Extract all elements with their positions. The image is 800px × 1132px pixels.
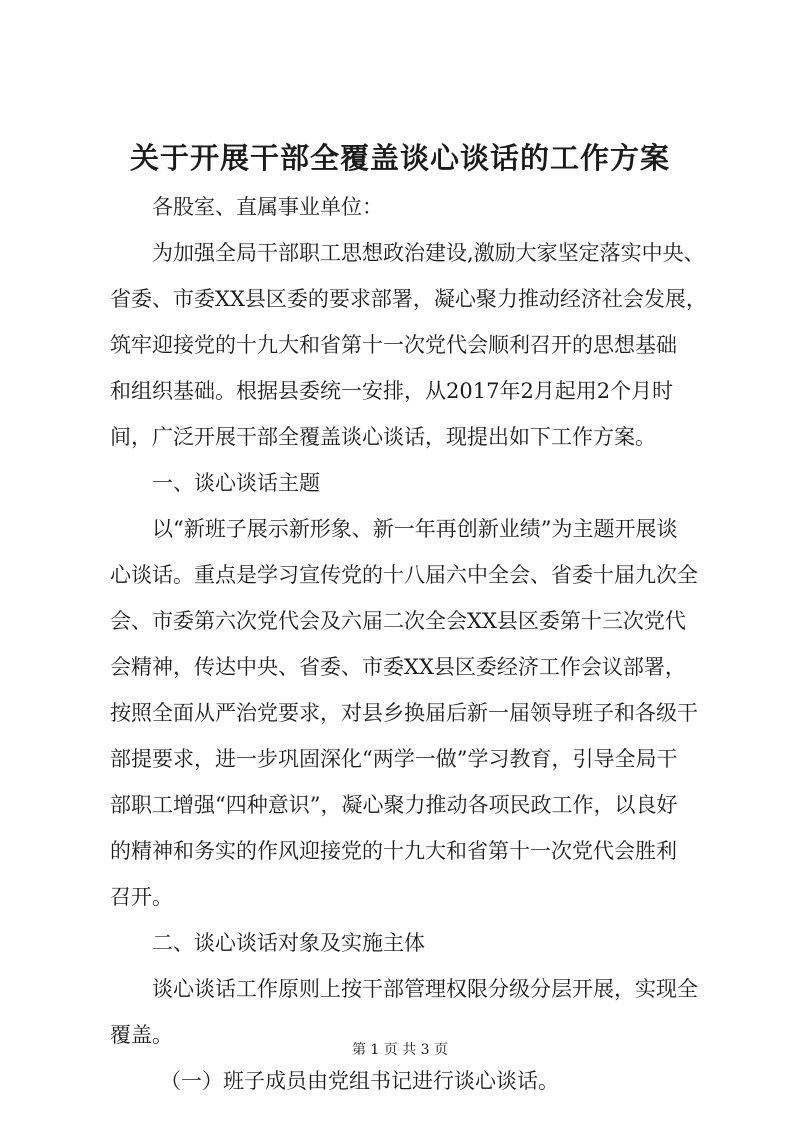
paragraph-line: 按照全面从严治党要求，对县乡换届后新一届领导班子和各级干 — [110, 701, 698, 725]
paragraph-line: 为加强全局干部职工思想政治建设,激励大家坚定落实中央、 — [152, 241, 705, 265]
salutation-line: 各股室、直属事业单位： — [152, 195, 383, 219]
section-heading: 一、谈心谈话主题 — [152, 471, 320, 495]
paragraph-line: 会精神，传达中央、省委、市委XX县区委经济工作会议部署， — [110, 655, 686, 679]
paragraph-line: 心谈话。重点是学习宣传党的十八届六中全会、省委十届九次全 — [110, 563, 698, 587]
paragraph-line: 筑牢迎接党的十九大和省第十一次党代会顺利召开的思想基础 — [110, 333, 677, 357]
paragraph-line: 以“新班子展示新形象、新一年再创新业绩”为主题开展谈 — [152, 517, 678, 541]
paragraph-line: 的精神和务实的作风迎接党的十九大和省第十一次党代会胜利 — [110, 839, 677, 863]
paragraph-line: 部职工增强“四种意识”，凝心聚力推动各项民政工作，以良好 — [110, 793, 678, 817]
paragraph-line: 覆盖。 — [110, 1023, 173, 1047]
subsection-line: （一）班子成员由党组书记进行谈心谈话。 — [160, 1069, 559, 1093]
document-title: 关于开展干部全覆盖谈心谈话的工作方案 — [129, 141, 670, 175]
paragraph-line: 谈心谈话工作原则上按干部管理权限分级分层开展，实现全 — [152, 977, 698, 1001]
section-heading: 二、谈心谈话对象及实施主体 — [152, 931, 425, 955]
paragraph-line: 和组织基础。根据县委统一安排，从2017年2月起用2个月时 — [110, 379, 674, 403]
paragraph-line: 部提要求，进一步巩固深化“两学一做”学习教育，引导全局干 — [110, 747, 678, 771]
document-body — [110, 184, 710, 1104]
paragraph-line: 召开。 — [110, 885, 173, 909]
paragraph-line: 省委、市委XX县区委的要求部署，凝心聚力推动经济社会发展， — [110, 287, 707, 311]
paragraph-line: 间，广泛开展干部全覆盖谈心谈话，现提出如下工作方案。 — [110, 425, 656, 449]
page-footer: 第 1 页 共 3 页 — [351, 1042, 449, 1058]
paragraph-line: 会、市委第六次党代会及六届二次全会XX县区委第十三次党代 — [110, 609, 686, 633]
